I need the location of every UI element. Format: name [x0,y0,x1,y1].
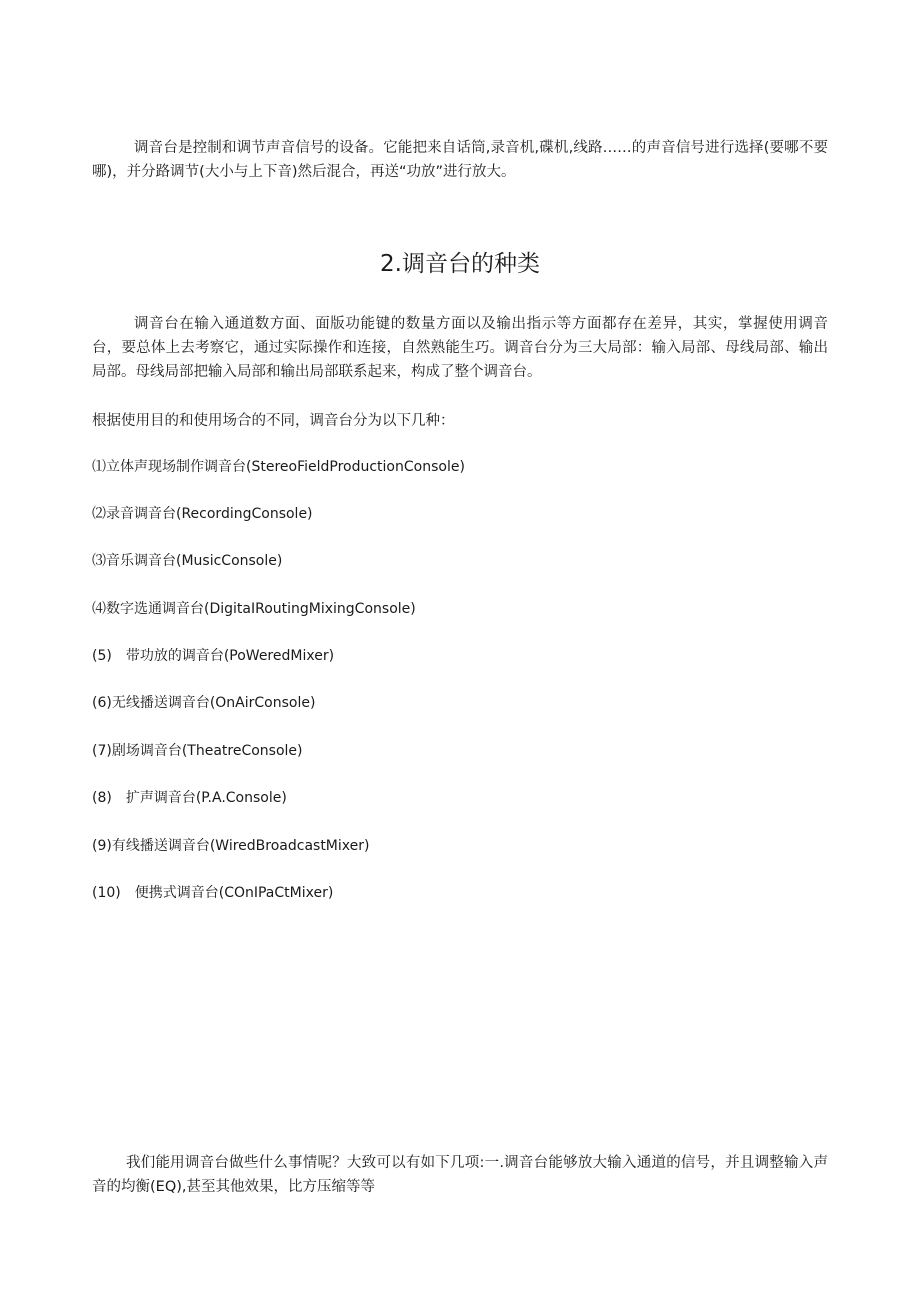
closing-paragraph: 我们能用调音台做些什么事情呢？大致可以有如下几项:一.调音台能够放大输入通道的信号，并且调整输入声音的均衡(EQ),甚至其他效果，比方压缩等等 [92,1155,828,1195]
section-paragraph: 调音台在输入通道数方面、面版功能键的数量方面以及输出指示等方面都存在差异，其实，掌握使用调音台，要总体上去考察它，通过实际操作和连接，自然熟能生巧。调音台分为三大局部：输入局部、母线局部、输出局部。母线局部把输入局部和输出局部联系起来，构成了整个调音台。 [92,316,828,380]
intro-paragraph: 调音台是控制和调节声音信号的设备。它能把来自话筒,录音机,碟机,线路……的声音信号进行选择(要哪不要哪)，并分路调节(大小与上下音)然后混合，再送“功放”进行放大。 [92,140,828,180]
list-item: (10) 便携式调音台(COnIPaCtMixer) [92,885,334,901]
types-intro: 根据使用目的和使用场合的不同，调音台分为以下几种： [92,413,455,429]
list-item: ⑷数字选通调音台(DigitaIRoutingMixingConsole) [92,601,416,617]
list-item: ⑵录音调音台(RecordingConsole) [92,506,313,522]
list-item: (8) 扩声调音台(P.A.Console) [92,790,287,806]
list-item: (7)剧场调音台(TheatreConsole) [92,743,303,759]
list-item: (5) 带功放的调音台(PoWeredMixer) [92,648,335,664]
list-item: (6)无线播送调音台(OnAirConsole) [92,695,316,711]
list-item: ⑴立体声现场制作调音台(StereoFieldProductionConsole) [92,459,465,475]
list-item: (9)有线播送调音台(WiredBroadcastMixer) [92,838,370,854]
list-item: ⑶音乐调音台(MusicConsole) [92,553,283,569]
section-title: 2.调音台的种类 [380,251,540,277]
